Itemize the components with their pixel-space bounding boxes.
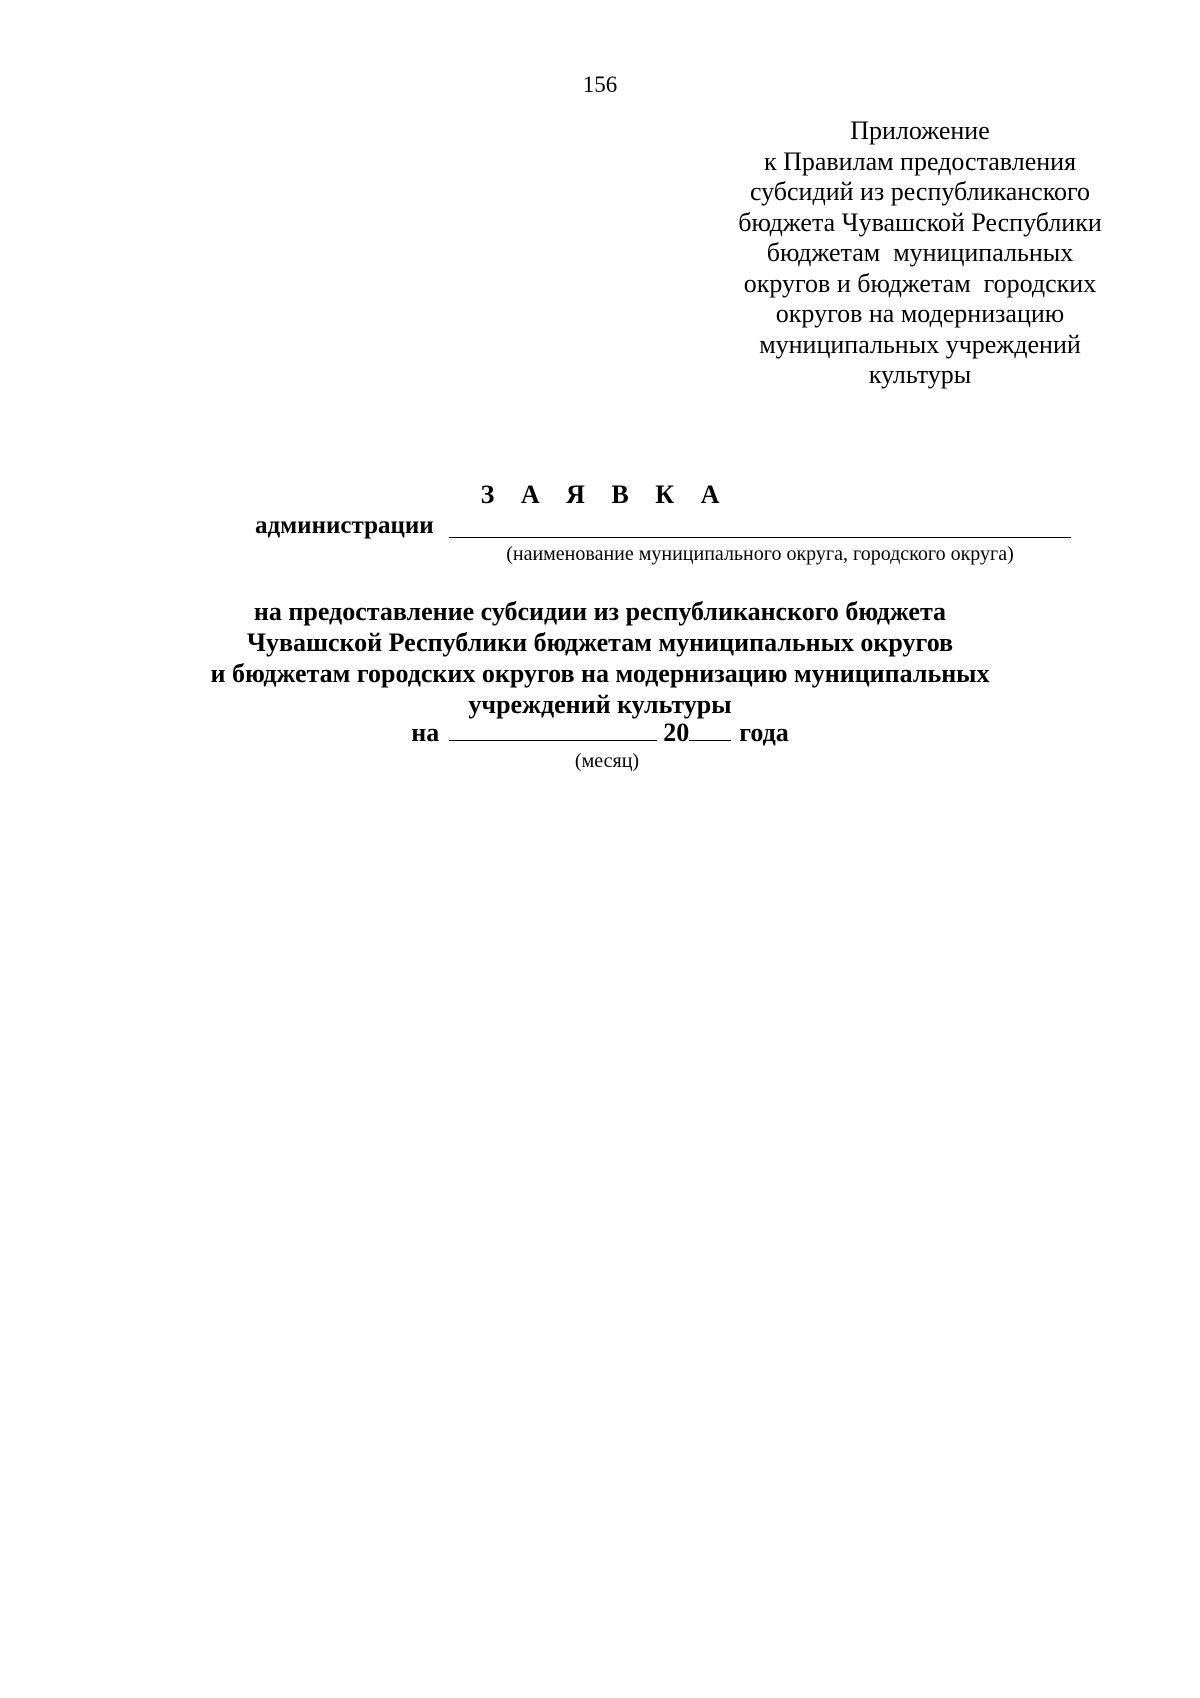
year-field[interactable] [689,739,731,741]
application-subject [0,596,1200,720]
appendix-line: Приложение [850,116,990,145]
appendix-block [680,116,1160,391]
appendix-line: муниципальных учреждений [759,329,1081,359]
appendix-line: округов на модернизацию [775,299,1065,328]
subject-line: Чувашской Республики бюджетам муниципальных округов [246,628,954,657]
administration-label: администрации [255,512,434,539]
month-hint: (месяц) [574,750,640,772]
document-title: З А Я В К А [480,480,730,509]
appendix-line: к Правилам предоставления [763,146,1077,176]
period-suffix: года [739,718,789,747]
period-row [0,718,1200,748]
administration-name-field[interactable] [449,537,1071,538]
period-prefix: на [411,718,440,747]
administration-hint: (наименование муниципального округа, городского округа) [506,543,1014,565]
year-prefix: 20 [663,718,690,747]
subject-line: на предоставление субсидии из республиканского бюджета [253,597,947,626]
appendix-line: бюджетам муниципальных [766,238,1074,267]
appendix-line: бюджета Чувашской Республики [738,207,1102,237]
month-field[interactable] [449,739,657,741]
appendix-line: округов и бюджетам городских [743,268,1097,298]
subject-line: и бюджетам городских округов на модернизацию муниципальных [210,659,990,688]
appendix-line: субсидий из республиканского [749,177,1091,206]
appendix-line: культуры [868,360,972,389]
page-number: 156 [582,72,618,97]
subject-line: учреждений культуры [468,690,732,719]
